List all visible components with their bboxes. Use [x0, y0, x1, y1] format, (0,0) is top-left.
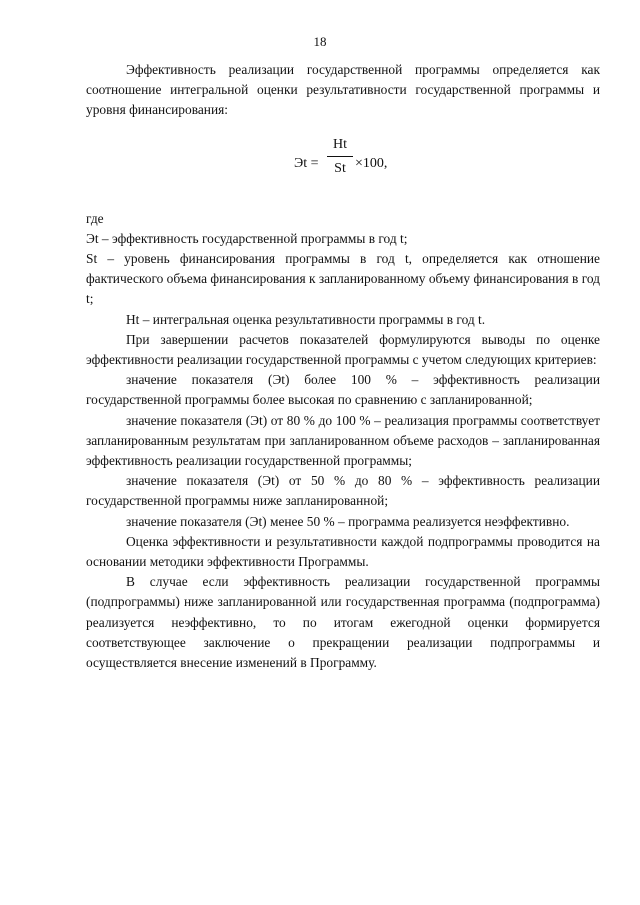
paragraph-where: где [86, 210, 104, 226]
paragraph-intro: Эффективность реализации государственной программы определяется как соотношение интегральной оценки результативности государственной программы и уровня финансирования: [86, 62, 600, 118]
criterion-below-50: значение показателя (Эt) менее 50 % – программа реализуется неэффективно. [126, 513, 570, 529]
page-number: 18 [313, 34, 327, 49]
paragraph-criteria: При завершении расчетов показателей формулируются выводы по оценке эффективности реализации государственной программы с учетом следующих критериев: [86, 331, 600, 368]
formula-fraction [327, 136, 353, 178]
formula-numerator: Ht [333, 136, 347, 152]
document-body [86, 60, 600, 673]
spacer [86, 197, 600, 209]
definition-et: Эt – эффективность государственной программы в год t; [86, 230, 408, 246]
formula-denominator: St [334, 160, 346, 176]
formula-rhs: ×100, [355, 155, 388, 171]
fraction-bar [327, 156, 353, 157]
criterion-50-80: значение показателя (Эt) от 50 % до 80 % – эффективность реализации государственной программы ниже запланированной; [86, 473, 600, 509]
criterion-80-100: значение показателя (Эt) от 80 % до 100 % – реализация программы соответствует запланированным результатам при запланированном объеме расходов – запланированная эффективность реализации государственной программы; [86, 412, 600, 469]
efficiency-formula [86, 129, 600, 197]
definition-st: St – уровень финансирования программы в год t, определяется как отношение фактического объема финансирования к запланированному объему финансирования в год t; [86, 251, 600, 307]
paragraph-conclusion: В случае если эффективность реализации государственной программы (подпрограммы) ниже запланированной или государственная программа (подпрограмма) реализуется неэффективно, то по итогам ежегодной оценки формируется соответствующее заключение о прекращении реализации подпрограммы и осуществляется внесение изменений в Программу. [86, 574, 600, 671]
formula-lhs: Эt = [294, 155, 319, 171]
criterion-above-100: значение показателя (Эt) более 100 % – эффективность реализации государственной программы более высокая по сравнению с запланированной; [86, 372, 600, 408]
paragraph-subprogram: Оценка эффективности и результативности каждой подпрограммы проводится на основании методики эффективности Программы. [86, 533, 600, 570]
definition-ht: Ht – интегральная оценка результативности программы в год t. [126, 311, 486, 327]
